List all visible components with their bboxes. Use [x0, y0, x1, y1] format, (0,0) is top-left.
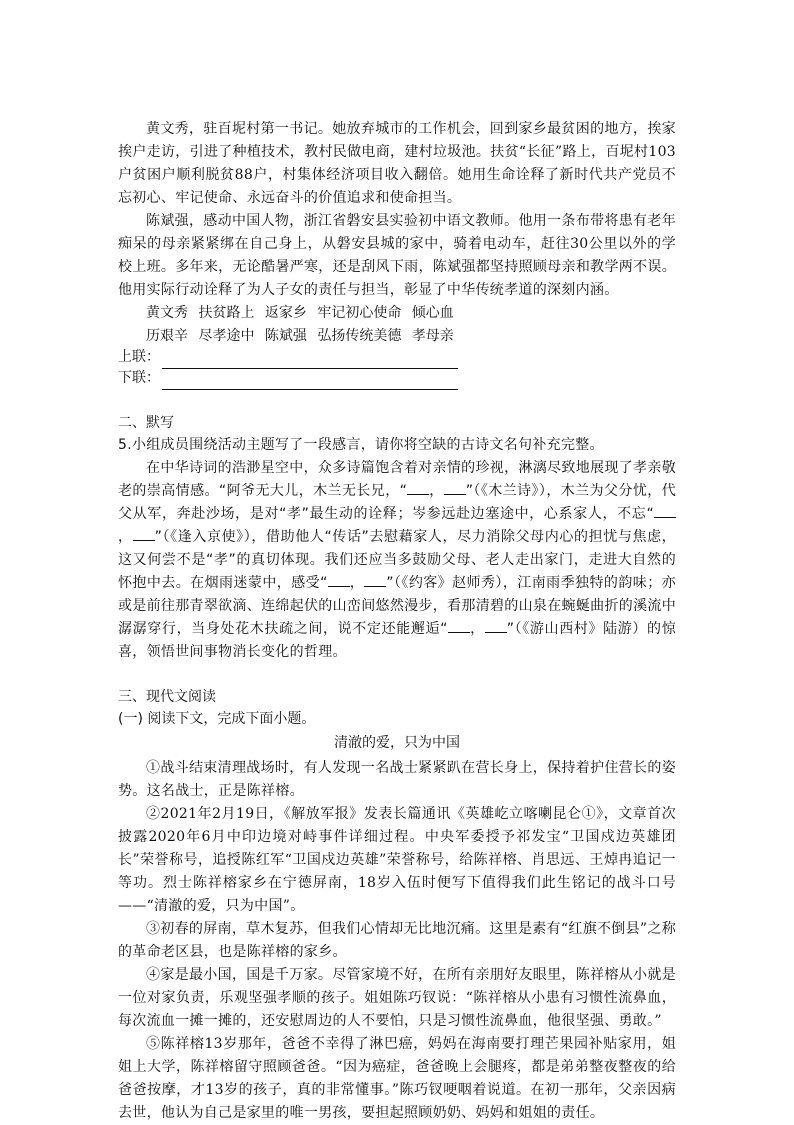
lower-couplet-row	[118, 369, 676, 390]
fill-blank[interactable]	[444, 482, 466, 495]
passage-text: ”（《约客》赵师秀），江南雨季独特的韵味；亦或是前往那青翠欲滴、连绵起伏的山峦间悠然漫步，看那清碧的山泉在蜿蜒曲折的溪流中潺潺穿行，当身处花木扶疏之间，说不定还能邂逅“	[118, 575, 676, 637]
article-paragraph-5: ⑤陈祥榕13岁那年，爸爸不幸得了淋巴癌，妈妈在海南要打理芒果园补贴家用，姐姐上大学，陈祥榕留守照顾爸爸。“因为癌症，爸爸晚上会腿疼，都是弟弟整夜整夜的给爸爸按摩，才13岁的孩子，真的非常懂事。”陈巧钗哽咽着说道。在初一那年，父亲因病去世，他认为自己是家里的唯一男孩，要担起照顾奶奶、妈妈和姐姐的责任。	[118, 1036, 676, 1121]
couplet-tags-line-2: 历艰辛 尽孝途中 陈斌强 弘扬传统美德 孝母亲	[146, 328, 454, 344]
article-paragraph-4: ④家是最小国，国是千万家。尽管家境不好，在所有亲朋好友眼里，陈祥榕从小就是一位对家负责，乐观坚强孝顺的孩子。姐姐陈巧钗说：“陈祥榕从小患有习惯性流鼻血，每次流血一摊一摊的，还安慰周边的人不要怕，只是习惯性流鼻血，他很坚强、勇敢。”	[118, 967, 676, 1029]
article-title: 清澈的爱，只为中国	[334, 735, 460, 751]
fill-blank[interactable]	[448, 620, 470, 633]
spacer	[118, 664, 676, 686]
passage-text: 在中华诗词的浩渺星空中，众多诗篇饱含着对亲情的珍视，淋漓尽致地展现了孝亲敬老的崇高情感。“阿爷无大儿，木兰无长兄，“	[118, 460, 676, 499]
fill-blank[interactable]	[654, 505, 676, 518]
passage-text: ，	[118, 529, 133, 545]
fill-blank[interactable]	[133, 528, 155, 541]
article-paragraph-2: ②2021年2月19日，《解放军报》发表长篇通讯《英雄屹立喀喇昆仑①》，文章首次披露2020年6月中印边境对峙事件详细过程。中央军委授予祁发宝“卫国戍边英雄团长”荣誉称号，追授陈红军“卫国戍边英雄”荣誉称号，给陈祥榕、肖思远、王焯冉追记一等功。烈士陈祥榕家乡在宁德屏南，18岁入伍时便写下值得我们此生铭记的战斗口号——“清澈的爱，只为中国”。	[118, 806, 676, 914]
fill-blank[interactable]	[328, 574, 350, 587]
dictation-passage	[118, 457, 676, 664]
article-paragraph-1: ①战斗结束清理战场时，有人发现一名战士紧紧趴在营长身上，保持着护住营长的姿势。这名战士，正是陈祥榕。	[118, 760, 676, 799]
spacer	[118, 390, 676, 412]
document-page	[118, 118, 676, 1125]
upper-couplet-row	[118, 348, 676, 369]
fill-blank[interactable]	[364, 574, 386, 587]
paragraph-chen-binqiang: 陈斌强，感动中国人物，浙江省磐安县实验初中语文教师。他用一条布带将患有老年痴呆的母亲紧紧绑在自己身上，从磐安县城的家中，骑着电动车，赶往30公里以外的学校上班。多年来，无论酷暑严寒，还是刮风下雨，陈斌强都坚持照顾母亲和教学两不误。他用实际行动诠释了为人子女的责任与担当，彰显了中华传统孝道的深刻内涵。	[118, 213, 676, 298]
couplet-tags-line-1: 黄文秀 扶贫路上 返家乡 牢记初心使命 倾心血	[146, 305, 454, 321]
upper-couplet-label: 上联：	[118, 349, 160, 365]
reading-instruction: (一) 阅读下文，完成下面小题。	[118, 711, 316, 727]
lower-couplet-label: 下联：	[118, 370, 160, 386]
article-paragraph-3: ③初春的屏南，草木复苏，但我们心情却无比地沉痛。这里是素有“红旗不倒县”之称的革命老区县，也是陈祥榕的家乡。	[118, 921, 676, 960]
passage-text: ，	[429, 483, 444, 499]
question-5: 5.小组成员围绕活动主题写了一段感言，请你将空缺的古诗文名句补充完整。	[118, 437, 604, 453]
paragraph-huang-wenxiu: 黄文秀，驻百坭村第一书记。她放弃城市的工作机会，回到家乡最贫困的地方，挨家挨户走访，引进了种植技术，教村民做电商，建村垃圾池。扶贫“长征”路上，百坭村103户贫困户顺利脱贫88户，村集体经济项目收入翻倍。她用生命诠释了新时代共产党员不忘初心、牢记使命、永远奋斗的价值追求和使命担当。	[118, 121, 676, 206]
passage-text: ，	[469, 621, 485, 637]
passage-text: ”（《游山西村》陆游）的惊喜，领悟世间事物消长变化的哲理。	[118, 621, 676, 660]
section-heading-modern-reading: 三、现代文阅读	[118, 689, 216, 705]
upper-couplet-answer-line[interactable]	[162, 352, 458, 369]
passage-text: ”（《木兰诗》），木兰为父分忧，代父从军，奔赴沙场，是对“孝”最生动的诠释；岑参远赴边塞途中，心系家人，不忘“	[118, 483, 676, 522]
section-heading-dictation: 二、默写	[118, 415, 174, 431]
fill-blank[interactable]	[485, 620, 507, 633]
passage-text: ”（《逢入京使》），借助他人“传话”去慰藉家人，尽力消除父母内心的担忧与焦虑，这又何尝不是“孝”的真切体现。我们还应当多鼓励父母、老人走出家门，走进大自然的怀抱中去。在烟雨迷蒙中，感受“	[118, 529, 676, 591]
passage-text: ，	[349, 575, 365, 591]
lower-couplet-answer-line[interactable]	[162, 373, 458, 390]
fill-blank[interactable]	[407, 482, 429, 495]
